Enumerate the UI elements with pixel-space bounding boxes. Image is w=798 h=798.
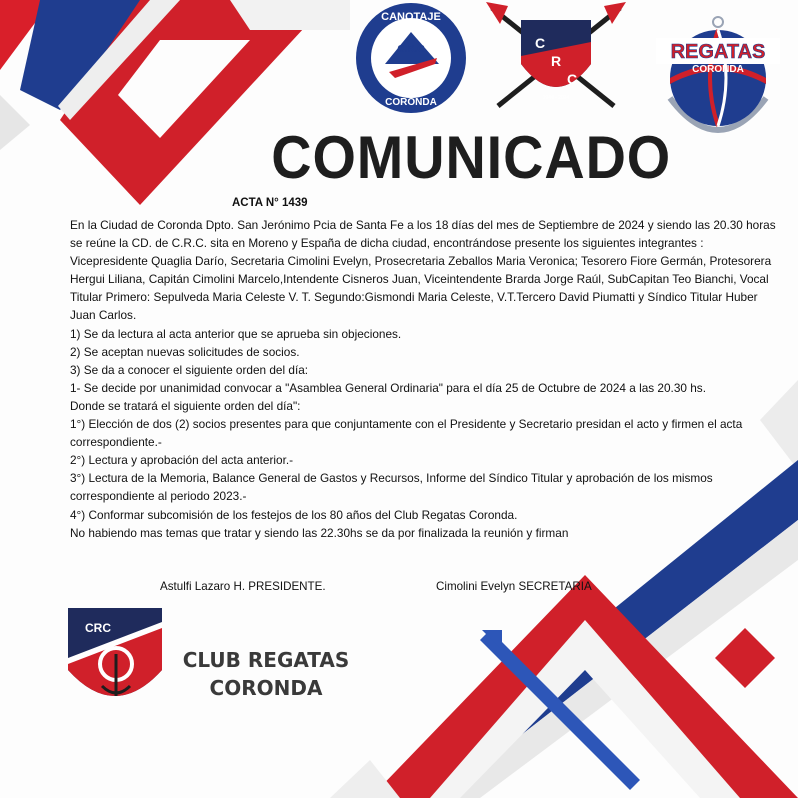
minutes-paragraph: 2°) Lectura y aprobación del acta anterior.-	[70, 453, 294, 468]
regatas-subtitle: CORONDA	[692, 64, 744, 75]
deco-shape	[715, 628, 775, 688]
oars-letter-c1: C	[534, 35, 546, 51]
logo-top-text: CANOTAJE	[381, 11, 441, 23]
oars-years: 1944 - 2024	[542, 95, 570, 101]
minutes-paragraph: 3) Se da a conocer el siguiente orden del día:	[70, 362, 309, 377]
anchor-ring	[713, 17, 723, 27]
club-name-line2: CORONDA	[209, 676, 323, 700]
minutes-paragraph: No habiendo mas temas que tratar y siendo las 22.30hs se da por finalizada la reunión y firman	[70, 525, 569, 540]
president-signature: Astulfi Lazaro H. PRESIDENTE.	[160, 580, 326, 593]
regatas-coronda-logo	[652, 12, 784, 140]
club-name	[170, 646, 362, 702]
club-name-line1: CLUB REGATAS	[182, 648, 350, 672]
acta-number: ACTA N° 1439	[232, 197, 308, 209]
minutes-paragraph: 2) Se aceptan nuevas solicitudes de socios.	[70, 344, 300, 359]
minutes-paragraph: 1) Se da lectura al acta anterior que se aprueba sin objeciones.	[70, 326, 402, 341]
club-badge	[64, 604, 166, 714]
crc-oars-logo	[486, 2, 626, 110]
badge-text: CRC	[85, 621, 111, 635]
regatas-title: REGATAS	[670, 41, 766, 63]
page-title: COMUNICADO	[271, 124, 672, 191]
minutes-body	[70, 216, 782, 542]
minutes-paragraph: En la Ciudad de Coronda Dpto. San Jerónimo Pcia de Santa Fe a los 18 días del mes de Septiembre de 2024 y siendo las 20.30 horas se reúne la CD. de C.R.C. sita en Moreno y España de dicha ciudad, encontrándose presente los siguientes integrantes : Vicepresidente Quaglia Darío, Secretaria Cimolini Evelyn, Prosecretaria Zeballos Maria Veronica; Tesorero Fiore Germán, Protesorera Hergui Liliana, Capitán Cimolini Marcelo,Intendente Cisneros Juan, Viceintendente Brarda Jorge Raúl, SubCapitan Teo Bianchi, Vocal Titular Primero: Sepulveda Maria Celeste V. T. Segundo:Gismondi Maria Celeste, V.T.Tercero David Piumatti y Síndico Titular Huber Juan Carlos.	[70, 218, 776, 323]
logo-mid-text: C.R.C	[397, 44, 425, 55]
deco-shape	[230, 0, 350, 30]
minutes-paragraph: 1- Se decide por unanimidad convocar a "Asamblea General Ordinaria" para el día 25 de Octubre de 2024 a las 20.30 hs.	[70, 380, 706, 395]
logo-bottom-text: CORONDA	[385, 97, 437, 108]
minutes-paragraph: Donde se tratará el siguiente orden del día":	[70, 398, 301, 413]
secretary-signature: Cimolini Evelyn SECRETARIA	[436, 580, 592, 593]
deco-shape	[0, 95, 30, 150]
oars-letter-r: R	[550, 53, 562, 69]
canotaje-logo	[355, 2, 467, 114]
oars-letter-c2: C	[566, 71, 578, 87]
minutes-paragraph: 1°) Elección de dos (2) socios presentes para que conjuntamente con el Presidente y Secretario presidan el acto y firmen el acta correspondiente.-	[70, 417, 743, 450]
minutes-paragraph: 4°) Conformar subcomisión de los festejos de los 80 años del Club Regatas Coronda.	[70, 507, 518, 522]
minutes-paragraph: 3°) Lectura de la Memoria, Balance General de Gastos y Recursos, Informe del Síndico Titular y aprobación de los mismos correspondiente al periodo 2023.-	[70, 471, 713, 504]
